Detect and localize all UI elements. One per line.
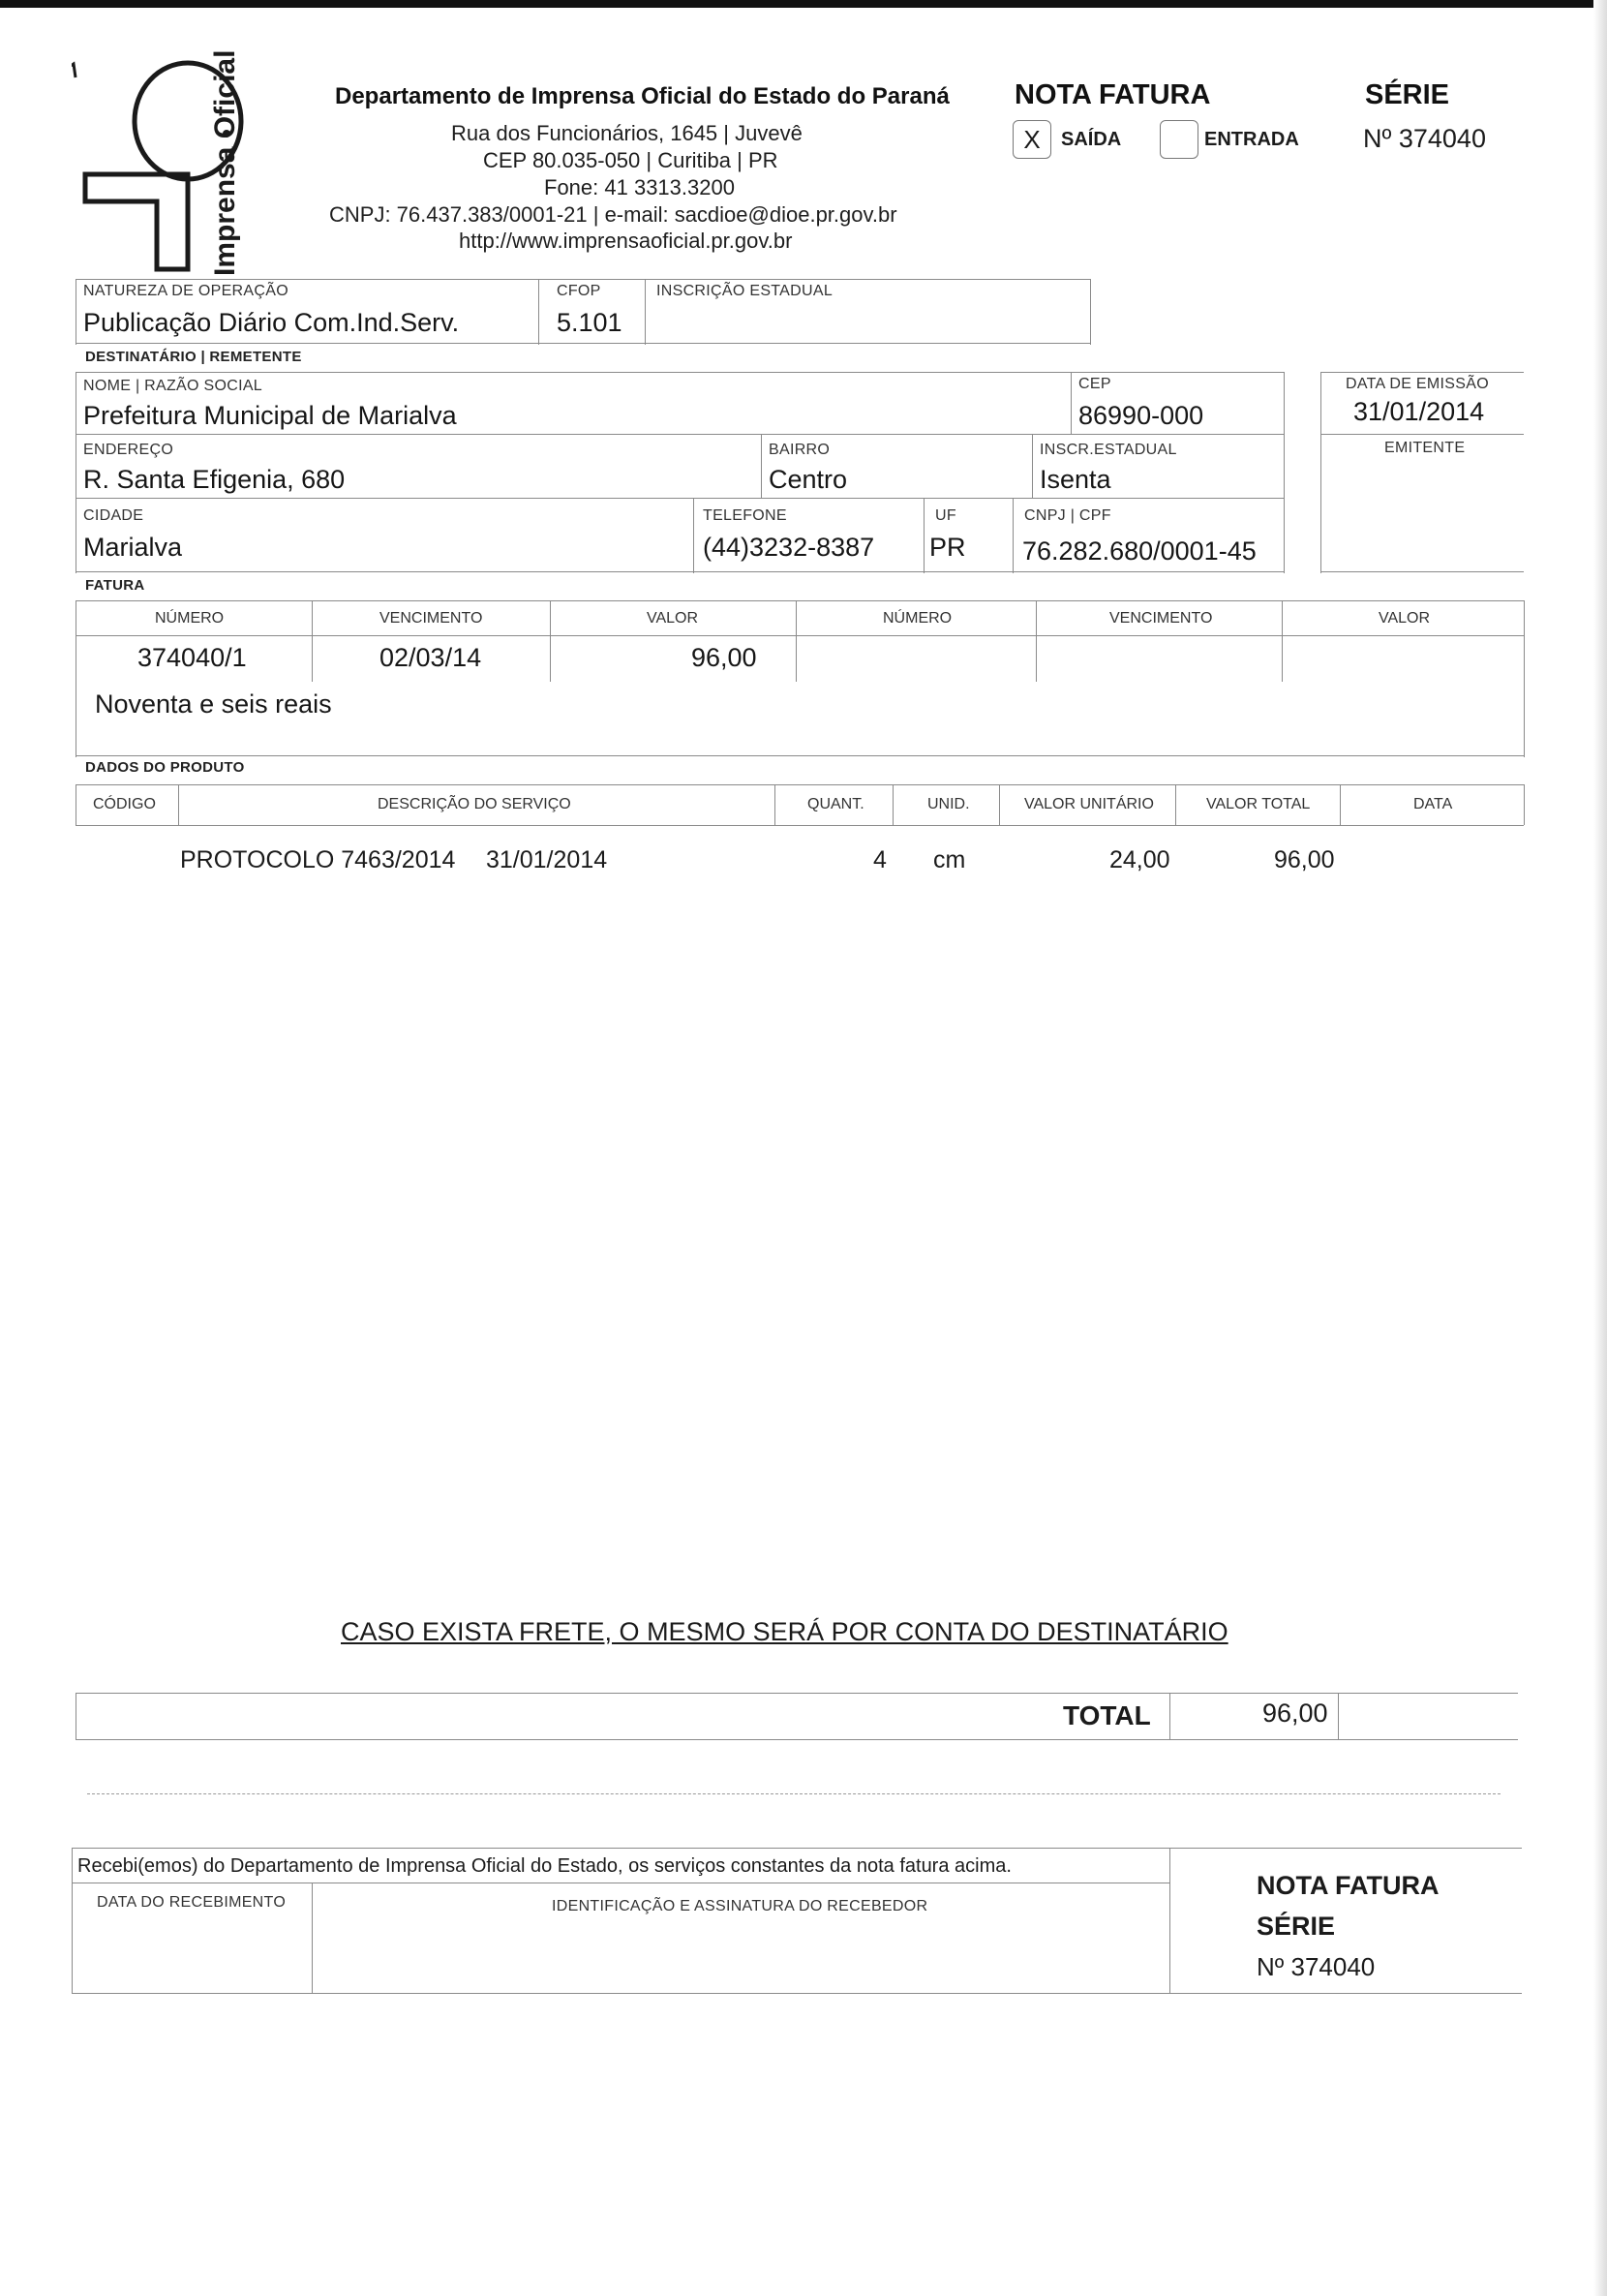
rule	[1169, 1693, 1170, 1739]
scan-edge-right	[1593, 0, 1607, 2296]
fatura-col-numero-2: NÚMERO	[883, 610, 953, 627]
produto-col-codigo: CÓDIGO	[93, 796, 156, 812]
item-descricao: PROTOCOLO 7463/2014	[180, 846, 456, 873]
emissao-value: 31/01/2014	[1353, 397, 1485, 426]
logo-vertical-text: Imprensa Oficial	[209, 49, 241, 276]
inscricao-estadual-label: INSCRIÇÃO ESTADUAL	[656, 283, 834, 299]
address-line-2: CEP 80.035-050 | Curitiba | PR	[483, 148, 778, 172]
rule	[1340, 784, 1341, 825]
rule	[76, 1693, 1518, 1694]
rule	[76, 343, 1090, 344]
receipt-text: Recebi(emos) do Departamento de Imprensa Oficial do Estado, os serviços constantes da nota fatura acima.	[77, 1855, 1012, 1877]
rule	[76, 635, 1524, 636]
fatura-valor: 96,00	[691, 643, 757, 672]
endereco-label: ENDEREÇO	[83, 442, 174, 458]
rule	[76, 1739, 1518, 1740]
cnpj-cpf-label: CNPJ | CPF	[1024, 507, 1111, 524]
rule	[1090, 279, 1091, 345]
rule	[1320, 571, 1524, 572]
produto-col-unid: UNID.	[927, 796, 970, 812]
produto-col-valor-total: VALOR TOTAL	[1206, 796, 1311, 812]
rule	[1013, 498, 1014, 573]
rule	[76, 825, 1524, 826]
produto-col-quant: QUANT.	[807, 796, 864, 812]
rule	[893, 784, 894, 825]
fatura-numero: 374040/1	[137, 643, 247, 672]
nome-label: NOME | RAZÃO SOCIAL	[83, 378, 262, 394]
bairro-label: BAIRRO	[769, 442, 831, 458]
address-line-1: Rua dos Funcionários, 1645 | Juvevê	[451, 121, 803, 145]
inscr-estadual-label: INSCR.ESTADUAL	[1040, 442, 1177, 458]
rule	[1169, 1848, 1170, 1993]
imprensa-oficial-logo-icon	[72, 48, 314, 281]
cfop-value: 5.101	[557, 308, 622, 337]
item-unid: cm	[933, 846, 966, 873]
rule	[76, 434, 1284, 435]
rule	[550, 600, 551, 682]
saida-label: SAÍDA	[1061, 129, 1122, 150]
fatura-section-title: FATURA	[85, 577, 145, 594]
produto-section-title: DADOS DO PRODUTO	[85, 759, 245, 776]
bairro-value: Centro	[769, 465, 848, 494]
doc-type-title: NOTA FATURA	[1015, 79, 1211, 110]
rule	[1524, 784, 1525, 825]
recipient-section-title: DESTINATÁRIO | REMETENTE	[85, 349, 302, 365]
rule	[72, 1848, 73, 1993]
rule	[1320, 372, 1524, 373]
rule	[178, 784, 179, 825]
telefone-value: (44)3232-8387	[703, 533, 875, 562]
item-valor-total: 96,00	[1274, 846, 1335, 873]
rule	[796, 600, 797, 682]
cep-label: CEP	[1078, 376, 1111, 392]
rule	[693, 498, 694, 573]
total-value: 96,00	[1262, 1699, 1328, 1728]
cfop-label: CFOP	[557, 283, 601, 299]
rule	[76, 571, 1284, 572]
rule	[72, 1993, 1522, 1994]
cnpj-email: CNPJ: 76.437.383/0001-21 | e-mail: sacdioe@dioe.pr.gov.br	[329, 202, 897, 227]
fatura-col-numero: NÚMERO	[155, 610, 225, 627]
rule	[999, 784, 1000, 825]
uf-value: PR	[929, 533, 966, 562]
natureza-label: NATUREZA DE OPERAÇÃO	[83, 283, 288, 299]
cidade-value: Marialva	[83, 533, 183, 562]
item-valor-unitario: 24,00	[1109, 846, 1170, 873]
cut-line	[87, 1793, 1501, 1794]
rule	[76, 498, 1284, 499]
fatura-col-valor: VALOR	[647, 610, 699, 627]
inscr-estadual-value: Isenta	[1040, 465, 1111, 494]
rule	[1071, 372, 1072, 434]
rule	[1175, 784, 1176, 825]
cnpj-cpf-value: 76.282.680/0001-45	[1022, 536, 1257, 566]
serie-label: SÉRIE	[1365, 79, 1450, 110]
website: http://www.imprensaoficial.pr.gov.br	[459, 229, 793, 253]
nome-value: Prefeitura Municipal de Marialva	[83, 401, 457, 430]
rule	[76, 600, 1524, 601]
rule	[1282, 600, 1283, 682]
emissao-label: DATA DE EMISSÃO	[1346, 376, 1489, 392]
item-data: 31/01/2014	[486, 846, 608, 873]
entrada-label: ENTRADA	[1204, 129, 1299, 150]
total-label: TOTAL	[1063, 1700, 1151, 1730]
entrada-checkbox[interactable]	[1160, 120, 1198, 159]
uf-label: UF	[935, 507, 956, 524]
fatura-col-vencimento-2: VENCIMENTO	[1109, 610, 1213, 627]
rule	[1524, 600, 1525, 757]
rule	[76, 279, 1090, 280]
org-logo	[72, 48, 314, 281]
rule	[774, 784, 775, 825]
telefone-label: TELEFONE	[703, 507, 787, 524]
item-quant: 4	[873, 846, 887, 873]
fatura-extenso: Noventa e seis reais	[95, 689, 332, 719]
endereco-value: R. Santa Efigenia, 680	[83, 465, 346, 494]
produto-col-data: DATA	[1413, 796, 1453, 812]
rule	[312, 1883, 313, 1993]
cidade-label: CIDADE	[83, 507, 144, 524]
cep-value: 86990-000	[1078, 401, 1204, 430]
identificacao-label: IDENTIFICAÇÃO E ASSINATURA DO RECEBEDOR	[552, 1898, 928, 1914]
rule	[761, 434, 762, 498]
rule	[1036, 600, 1037, 682]
rule	[76, 755, 1524, 756]
stub-serie-label: SÉRIE	[1257, 1912, 1336, 1941]
natureza-value: Publicação Diário Com.Ind.Serv.	[83, 308, 460, 337]
rule	[76, 372, 1284, 373]
produto-col-descricao: DESCRIÇÃO DO SERVIÇO	[378, 796, 571, 812]
rule	[76, 784, 1524, 785]
rule	[312, 600, 313, 682]
data-recebimento-label: DATA DO RECEBIMENTO	[97, 1894, 287, 1911]
fatura-col-valor-2: VALOR	[1379, 610, 1431, 627]
rule	[72, 1848, 1522, 1849]
scan-edge-top	[0, 0, 1607, 8]
org-name: Departamento de Imprensa Oficial do Estado do Paraná	[335, 83, 950, 109]
rule	[1032, 434, 1033, 498]
rule	[1320, 372, 1321, 573]
serie-number: Nº 374040	[1363, 124, 1486, 153]
rule	[645, 279, 646, 345]
stub-serie-number: Nº 374040	[1257, 1952, 1376, 1981]
stub-doc-type: NOTA FATURA	[1257, 1871, 1440, 1900]
rule	[1320, 434, 1524, 435]
rule	[924, 498, 925, 573]
rule	[1338, 1693, 1339, 1739]
frete-notice: CASO EXISTA FRETE, O MESMO SERÁ POR CONTA DO DESTINATÁRIO	[341, 1617, 1228, 1646]
fatura-vencimento: 02/03/14	[379, 643, 482, 672]
rule	[1284, 372, 1285, 573]
rule	[538, 279, 539, 345]
emitente-label: EMITENTE	[1384, 440, 1466, 456]
produto-col-valor-unitario: VALOR UNITÁRIO	[1024, 796, 1154, 812]
phone: Fone: 41 3313.3200	[544, 175, 735, 199]
saida-checkbox[interactable]: X	[1013, 120, 1051, 159]
fatura-col-vencimento: VENCIMENTO	[379, 610, 483, 627]
